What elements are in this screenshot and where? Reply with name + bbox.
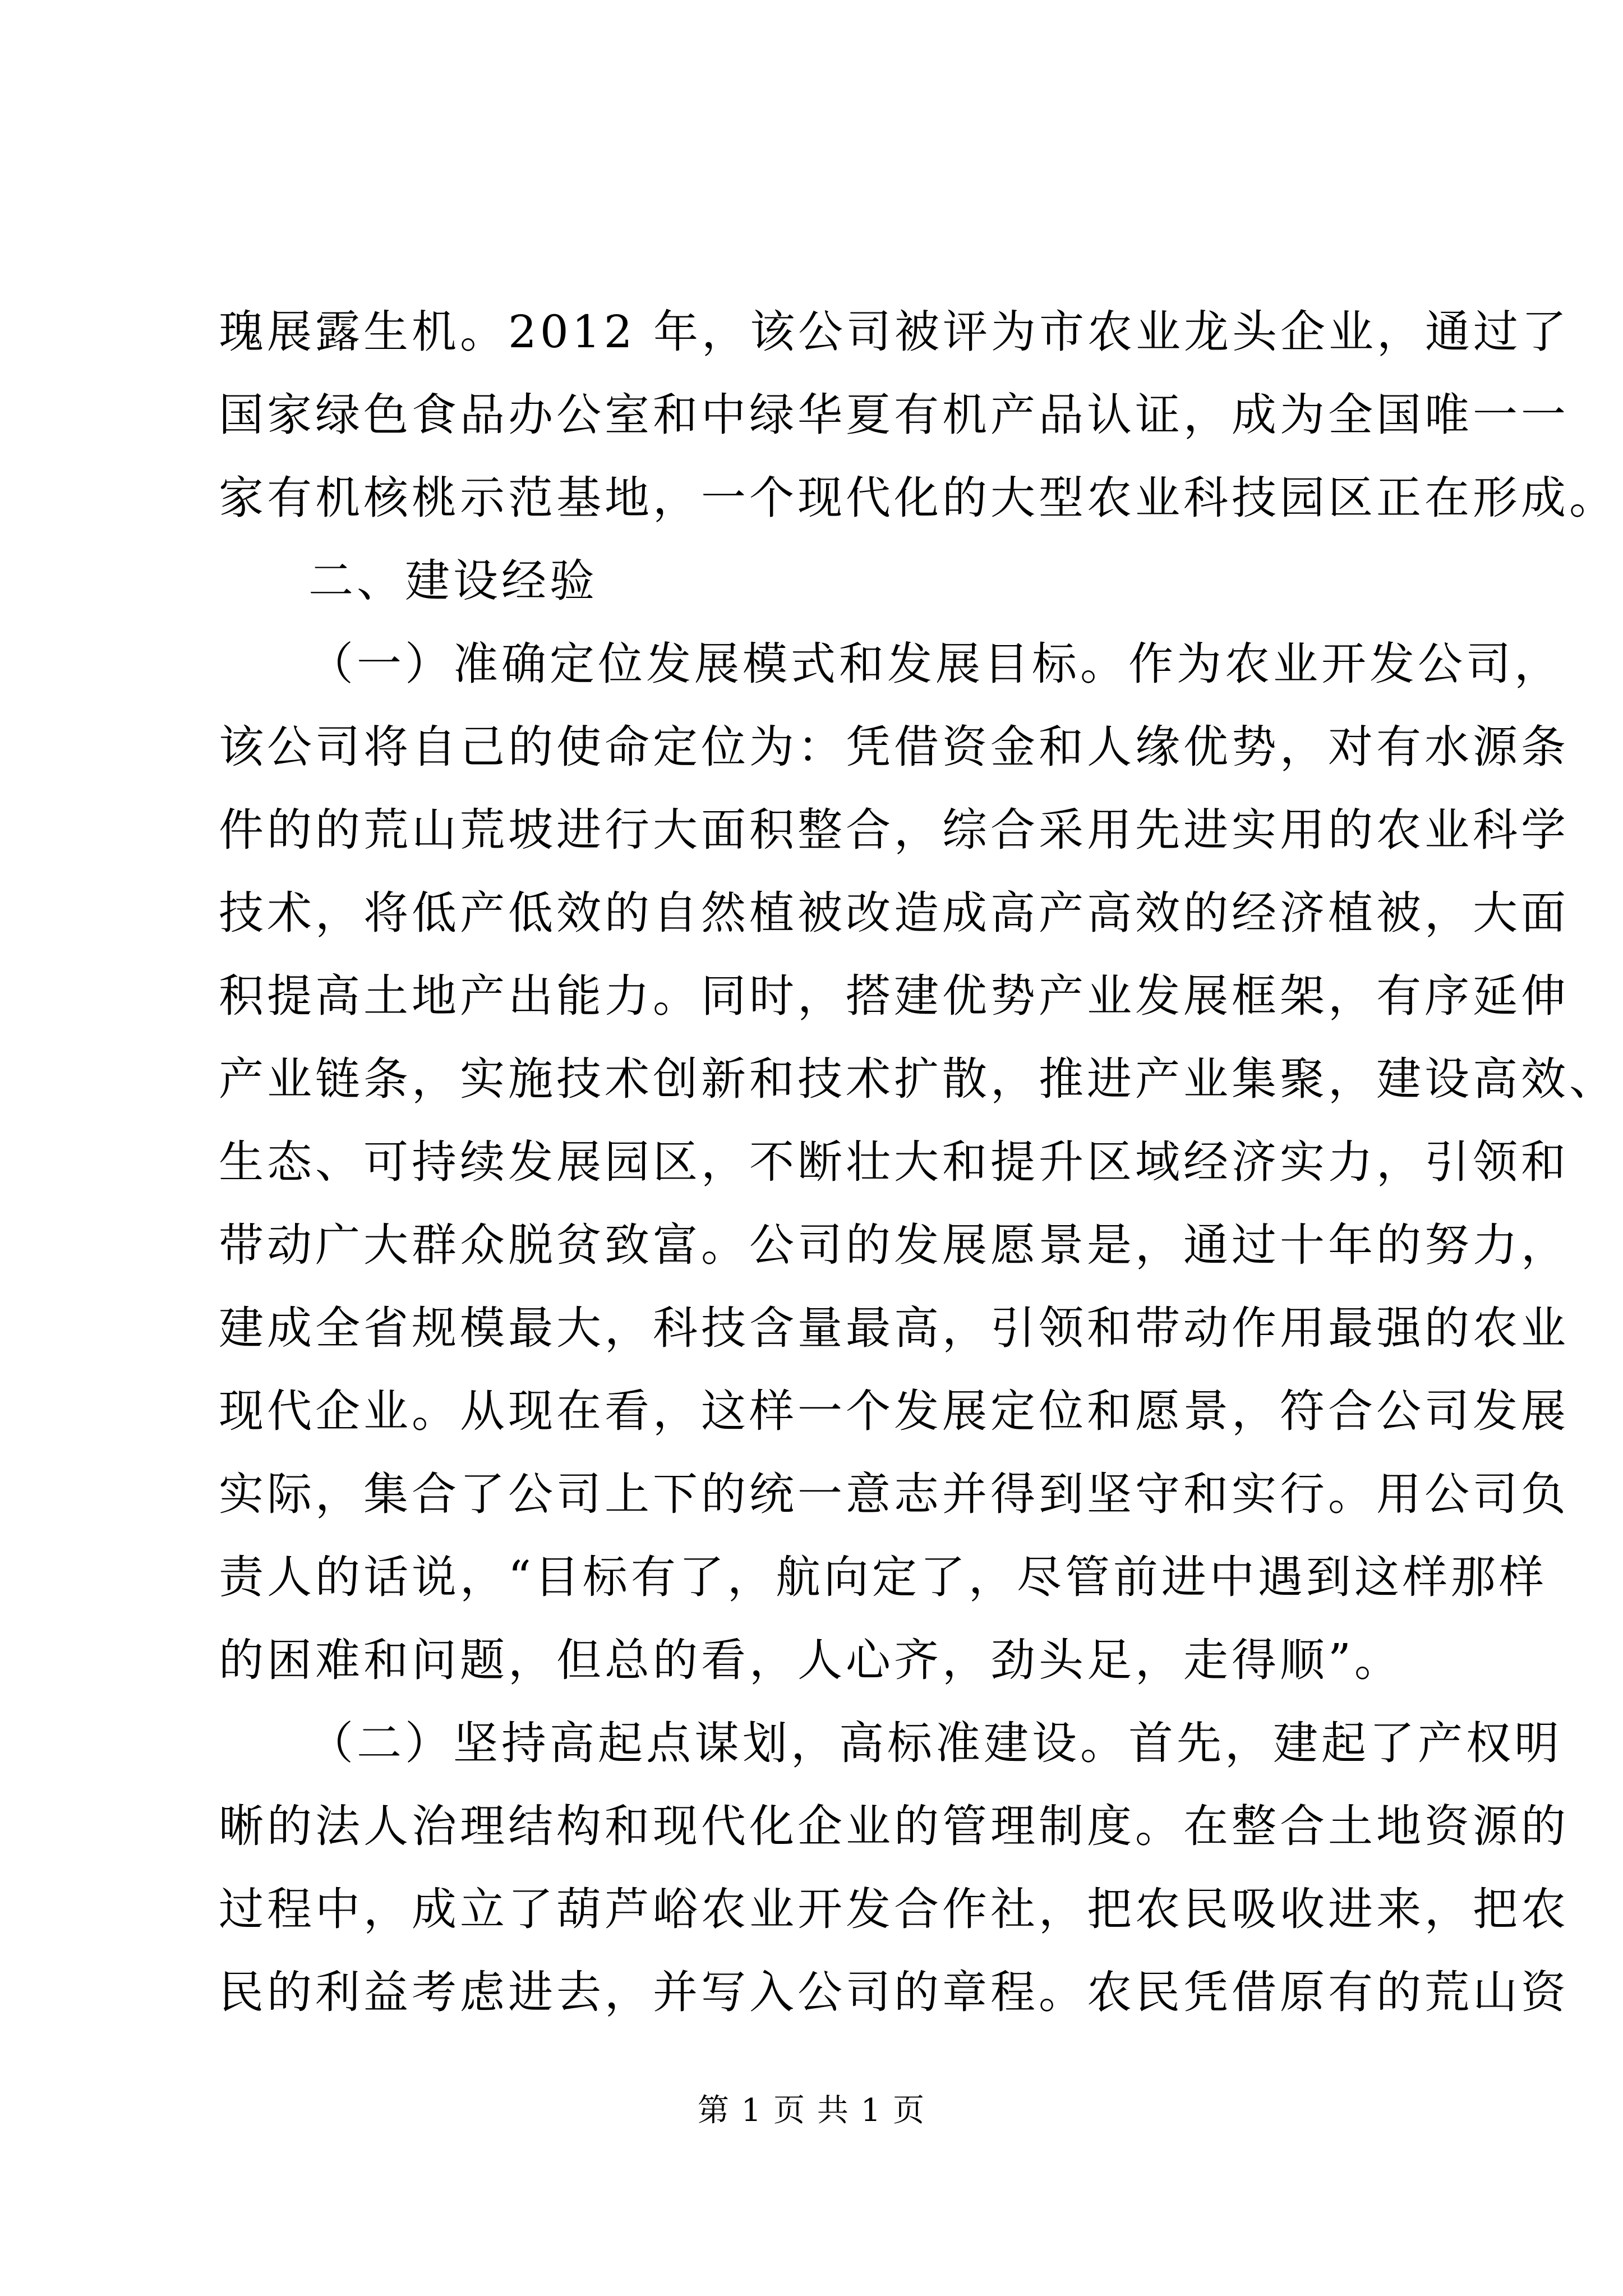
- text-line: 的困难和问题，但总的看，人心齐，劲头足，走得顺”。: [219, 1634, 1403, 1686]
- section-heading: 二、建设经验: [308, 555, 598, 607]
- document-body: [219, 291, 1617, 2034]
- text-line: 件的的荒山荒坡进行大面积整合，综合采用先进实用的农业科学: [219, 804, 1569, 856]
- text-line: 民的利益考虑进去，并写入公司的章程。农民凭借原有的荒山资: [219, 1966, 1569, 2018]
- text-line: 积提高土地产出能力。同时，搭建优势产业发展框架，有序延伸: [219, 970, 1569, 1022]
- text-line: 瑰展露生机。2012 年，该公司被评为市农业龙头企业，通过了: [219, 306, 1570, 358]
- text-line: 国家绿色食品办公室和中绿华夏有机产品认证，成为全国唯一一: [219, 389, 1569, 441]
- text-line: 产业链条，实施技术创新和技术扩散，推进产业集聚，建设高效、: [219, 1053, 1617, 1105]
- text-line: 生态、可持续发展园区，不断壮大和提升区域经济实力，引领和: [219, 1136, 1569, 1188]
- paragraph-first-line: （一）准确定位发展模式和发展目标。作为农业开发公司，: [308, 638, 1562, 690]
- text-line: 实际，集合了公司上下的统一意志并得到坚守和实行。用公司负: [219, 1468, 1569, 1520]
- text-line: 该公司将自己的使命定位为：凭借资金和人缘优势，对有水源条: [219, 721, 1569, 773]
- page-footer: 第 1 页 共 1 页: [697, 2092, 926, 2129]
- paragraph-first-line: （二）坚持高起点谋划，高标准建设。首先，建起了产权明: [308, 1717, 1562, 1769]
- text-line: 家有机核桃示范基地，一个现代化的大型农业科技园区正在形成。: [219, 472, 1617, 524]
- text-line: 过程中，成立了葫芦峪农业开发合作社，把农民吸收进来，把农: [219, 1883, 1569, 1935]
- text-line: 建成全省规模最大，科技含量最高，引领和带动作用最强的农业: [219, 1302, 1569, 1354]
- text-line: 责人的话说，“目标有了，航向定了，尽管前进中遇到这样那样: [219, 1551, 1547, 1603]
- text-line: 现代企业。从现在看，这样一个发展定位和愿景，符合公司发展: [219, 1385, 1569, 1437]
- text-line: 技术，将低产低效的自然植被改造成高产高效的经济植被，大面: [219, 887, 1569, 939]
- text-line: 晰的法人治理结构和现代化企业的管理制度。在整合土地资源的: [219, 1800, 1569, 1852]
- text-line: 带动广大群众脱贫致富。公司的发展愿景是，通过十年的努力，: [219, 1219, 1569, 1271]
